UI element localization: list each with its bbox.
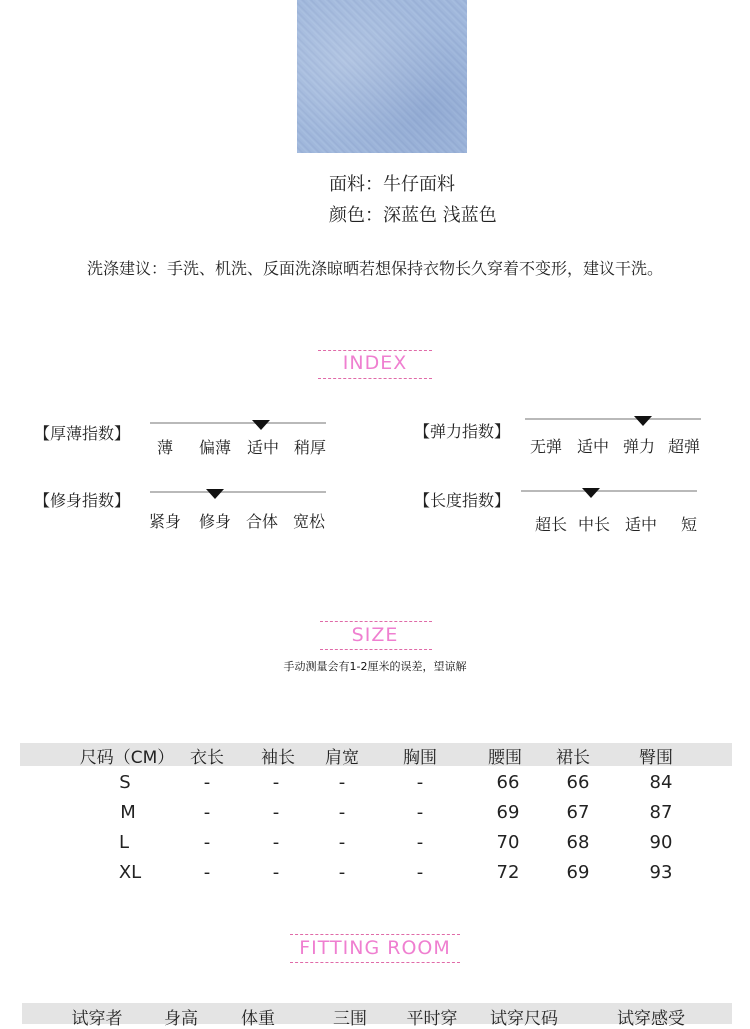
size-table-cell: - <box>416 832 424 853</box>
size-table-cell: - <box>272 862 280 883</box>
fit-index-scale <box>150 491 326 493</box>
size-table-cell: 87 <box>649 802 673 823</box>
size-table-cell: - <box>416 862 424 883</box>
fit-option: 修身 <box>198 512 232 531</box>
elasticity-option: 适中 <box>576 437 610 456</box>
size-table-cell: - <box>416 802 424 823</box>
size-table-cell: XL <box>118 862 142 883</box>
size-table-cell: - <box>203 832 211 853</box>
size-table-header: 胸围 <box>403 748 437 768</box>
size-table-header: 腰围 <box>488 748 522 768</box>
size-table-cell: - <box>338 862 346 883</box>
elasticity-index-marker-icon <box>634 416 652 426</box>
size-table-header: 肩宽 <box>325 748 359 768</box>
size-table-cell: 84 <box>649 772 673 793</box>
fit-option: 合体 <box>245 512 279 531</box>
fit-option: 宽松 <box>292 512 326 531</box>
size-table-cell: - <box>338 832 346 853</box>
index-title-bottom-dash <box>318 378 432 379</box>
size-table-cell: M <box>120 802 136 823</box>
size-table-cell: 67 <box>566 802 590 823</box>
thickness-index-label: 【厚薄指数】 <box>34 424 131 443</box>
thickness-index-scale <box>150 422 326 424</box>
thickness-option: 偏薄 <box>198 438 232 457</box>
elasticity-index-label: 【弹力指数】 <box>414 422 511 441</box>
size-table-header: 衣长 <box>190 748 224 768</box>
size-table-cell: - <box>272 802 280 823</box>
fabric-info: 面料：牛仔面料 <box>329 174 455 195</box>
size-table-cell: - <box>203 862 211 883</box>
size-table-cell: - <box>203 802 211 823</box>
fabric-swatch-image <box>297 0 467 153</box>
size-table-cell: 66 <box>496 772 520 793</box>
length-option: 超长 <box>534 515 568 534</box>
thickness-index-marker-icon <box>252 420 270 430</box>
size-table-cell: 69 <box>566 862 590 883</box>
size-table-cell: - <box>272 832 280 853</box>
size-table-cell: - <box>272 772 280 793</box>
fit-option: 紧身 <box>148 512 182 531</box>
size-table-cell: 70 <box>496 832 520 853</box>
length-option: 适中 <box>624 515 658 534</box>
fitting-table-header: 身高 <box>164 1009 198 1029</box>
fitting-table-header: 试穿感受 <box>617 1009 685 1029</box>
size-table-cell: 90 <box>649 832 673 853</box>
size-section-title: SIZE <box>351 624 399 646</box>
size-table-header: 臀围 <box>639 748 673 768</box>
index-section-title: INDEX <box>342 352 408 374</box>
thickness-option: 薄 <box>156 438 174 457</box>
size-table-cell: L <box>118 832 130 853</box>
fitting-title-top-dash <box>290 934 460 935</box>
fitting-table-header: 试穿者 <box>71 1009 123 1029</box>
thickness-option: 稍厚 <box>293 438 327 457</box>
length-index-marker-icon <box>582 488 600 498</box>
length-option: 中长 <box>577 515 611 534</box>
size-table-cell: - <box>203 772 211 793</box>
size-table-cell: 66 <box>566 772 590 793</box>
size-title-top-dash <box>320 621 432 622</box>
size-table-cell: S <box>119 772 131 793</box>
length-index-label: 【长度指数】 <box>414 491 511 510</box>
fit-index-marker-icon <box>206 489 224 499</box>
fit-index-label: 【修身指数】 <box>34 491 131 510</box>
fitting-title-bottom-dash <box>290 962 460 963</box>
elasticity-index-scale <box>525 418 701 420</box>
elasticity-option: 无弹 <box>529 437 563 456</box>
length-option: 短 <box>680 515 698 534</box>
color-info: 颜色：深蓝色 浅蓝色 <box>329 205 497 226</box>
fitting-table-header: 三围 <box>333 1009 367 1029</box>
size-table-header: 裙长 <box>556 748 590 768</box>
thickness-option: 适中 <box>246 438 280 457</box>
size-table-header: 袖长 <box>261 748 295 768</box>
index-title-top-dash <box>318 350 432 351</box>
size-table-cell: 68 <box>566 832 590 853</box>
wash-advice: 洗涤建议：手洗、机洗、反面洗涤晾晒若想保持衣物长久穿着不变形，建议干洗。 <box>86 259 663 278</box>
size-table-cell: - <box>338 802 346 823</box>
size-table-cell: 69 <box>496 802 520 823</box>
measurement-note: 手动测量会有1-2厘米的误差，望谅解 <box>283 660 467 673</box>
elasticity-option: 超弹 <box>667 437 701 456</box>
fitting-table-header: 试穿尺码 <box>490 1009 558 1029</box>
elasticity-option: 弹力 <box>622 437 656 456</box>
fitting-section-title: FITTING ROOM <box>299 937 451 959</box>
size-table-cell: 93 <box>649 862 673 883</box>
size-table-header: 尺码（CM） <box>79 748 175 768</box>
fitting-table-header: 平时穿 <box>406 1009 458 1029</box>
size-title-bottom-dash <box>320 649 432 650</box>
size-table-cell: - <box>338 772 346 793</box>
size-table-cell: 72 <box>496 862 520 883</box>
length-index-scale <box>521 490 697 492</box>
size-table-cell: - <box>416 772 424 793</box>
fitting-table-header: 体重 <box>241 1009 275 1029</box>
